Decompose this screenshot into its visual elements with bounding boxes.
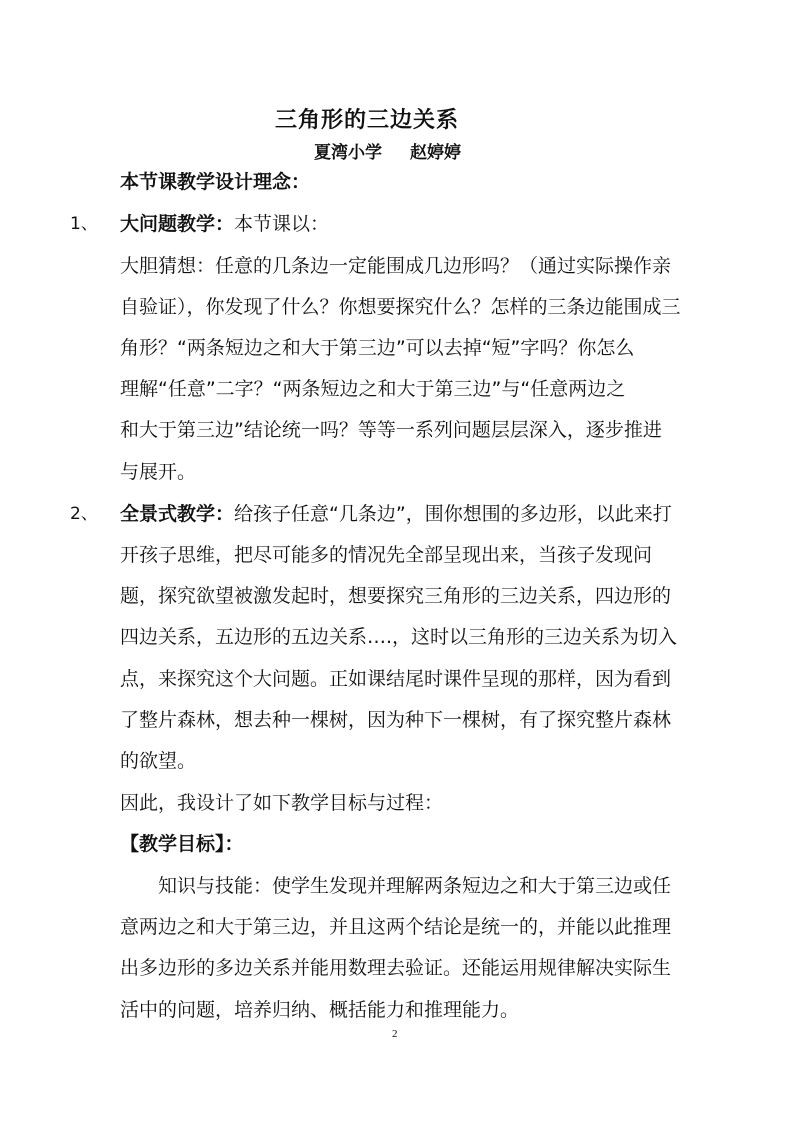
paragraph-line: 自验证），你发现了什么？你想要探究什么？怎样的三条边能围成三 xyxy=(120,296,681,318)
design-heading: 本节课教学设计理念： xyxy=(120,171,311,193)
byline-author: 赵婷婷 xyxy=(410,143,461,163)
paragraph-line: 四边关系，五边形的五边关系….，这时以三角形的三边关系为切入 xyxy=(120,626,678,648)
paragraph-line: 理解“任意”二字？“两条短边之和大于第三边”与“任意两边之 xyxy=(120,378,626,400)
paragraph-line: 点，来探究这个大问题。正如课结尾时课件呈现的那样，因为看到 xyxy=(120,668,672,690)
byline-school: 夏湾小学 xyxy=(314,143,382,163)
paragraph-line: 角形？“两条短边之和大于第三边”可以去掉“短”字吗？你怎么 xyxy=(120,337,635,359)
byline xyxy=(314,138,461,163)
paragraph-line: 大胆猜想：任意的几条边一定能围成几边形吗？（通过实际操作亲 xyxy=(120,255,672,277)
paragraph-line: 意两边之和大于第三边，并且这两个结论是统一的，并能以此推理 xyxy=(120,916,672,938)
paragraph-line: 开孩子思维，把尽可能多的情况先全部呈现出来，当孩子发现问 xyxy=(120,544,653,566)
paragraph-line: 了整片森林，想去种一棵树，因为种下一棵树，有了探究整片森林 xyxy=(120,709,672,731)
paragraph-line: 出多边形的多边关系并能用数理去验证。还能运用规律解决实际生 xyxy=(120,957,672,979)
paragraph-line: 与展开。 xyxy=(120,461,197,483)
paragraph-line: 和大于第三边”结论统一吗？等等一系列问题层层深入，逐步推进 xyxy=(120,419,662,441)
section2-lead: 给孩子任意“几条边”，围你想围的多边形，以此来打 xyxy=(234,503,672,525)
paragraph-line: 知识与技能：使学生发现并理解两条短边之和大于第三边或任 xyxy=(158,875,672,897)
goals-heading: 【教学目标】： xyxy=(120,833,244,855)
paragraph-line: 活中的问题，培养归纳、概括能力和推理能力。 xyxy=(120,999,520,1021)
section2-number: 2、 xyxy=(70,504,98,524)
section1-number: 1、 xyxy=(70,214,98,234)
section2-first-line xyxy=(120,500,672,528)
document-title: 三角形的三边关系 xyxy=(274,108,459,133)
section1-label: 大问题教学： xyxy=(120,213,235,235)
section1-lead: 本节课以： xyxy=(234,213,330,235)
paragraph-line: 题，探究欲望被激发起时，想要探究三角形的三边关系，四边形的 xyxy=(120,585,672,607)
paragraph-line: 的欲望。 xyxy=(120,750,197,772)
page-number: 2 xyxy=(392,1028,398,1040)
therefore-line: 因此，我设计了如下教学目标与过程： xyxy=(120,792,444,814)
section1-first-line xyxy=(120,210,329,238)
section2-label: 全景式教学： xyxy=(120,503,235,525)
